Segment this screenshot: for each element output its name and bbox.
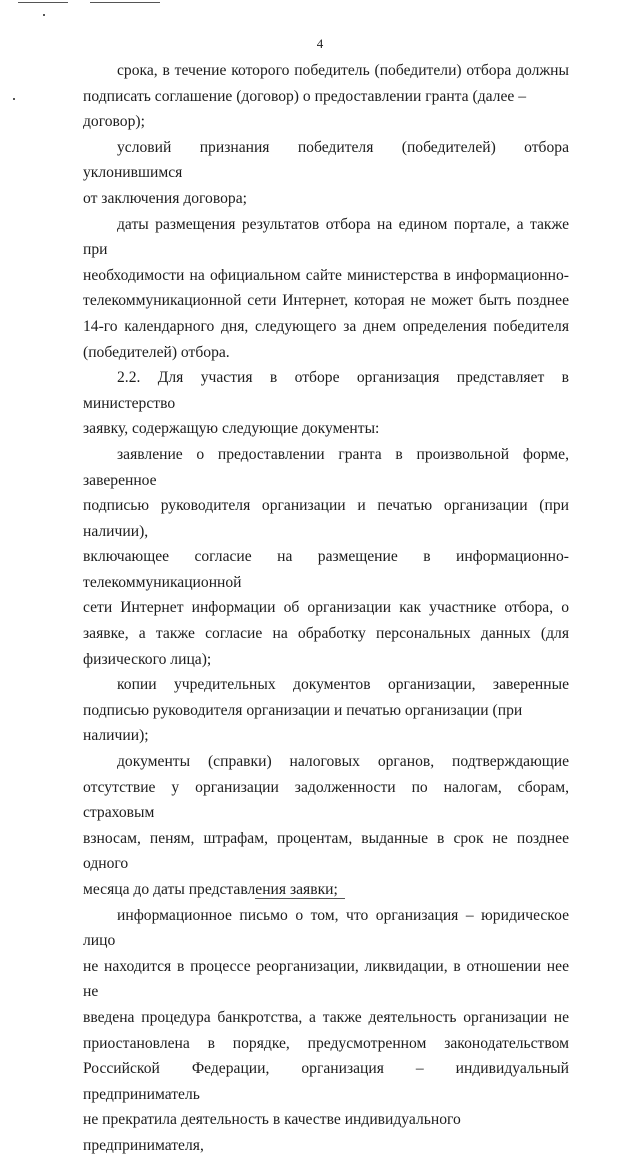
- text-line: месяца до даты представления заявки;: [83, 881, 338, 898]
- text-line: сети Интернет информации об организации как участнике отбора, о: [83, 599, 569, 617]
- paragraph-signing-deadline: [83, 58, 569, 135]
- paragraph-section-2-2: [83, 365, 569, 442]
- paragraph-tax-certificates: [83, 749, 569, 903]
- scan-mark: [43, 14, 45, 16]
- paragraph-founding-documents: [83, 672, 569, 749]
- text-line: отсутствие у организации задолженности по налогам, сборам, страховым: [83, 778, 569, 822]
- text-line: информационное письмо о том, что организация – юридическое лицо: [83, 906, 569, 950]
- paragraph-information-letter: [83, 903, 569, 1159]
- text-line: 14-го календарного дня, следующего за днем определения победителя: [83, 317, 569, 335]
- text-line: от заключения договора;: [83, 189, 247, 207]
- page-number: 4: [316, 36, 324, 51]
- text-line: Российской Федерации, организация – индивидуальный предприниматель: [83, 1060, 569, 1103]
- scan-mark: [90, 2, 160, 3]
- text-line: заявку, содержащую следующие документы:: [83, 420, 380, 438]
- text-line: не находится в процессе реорганизации, ликвидации, в отношении нее не: [83, 957, 569, 1001]
- scan-mark: [13, 98, 15, 100]
- text-line: 2.2. Для участия в отборе организация представляет в министерство: [83, 369, 569, 412]
- text-line: подписать соглашение (договор) о предоставлении гранта (далее – договор);: [83, 87, 527, 131]
- text-line: документы (справки) налоговых органов, подтверждающие: [117, 753, 569, 771]
- text-line: взносам, пеням, штрафам, процентам, выданные в срок не позднее одного: [83, 829, 569, 873]
- paragraph-results-publication: [83, 212, 569, 366]
- text-line: заявление о предоставлении гранта в произвольной форме, заверенное: [83, 445, 569, 489]
- text-line: не прекратила деятельность в качестве индивидуального предпринимателя,: [83, 1111, 461, 1154]
- text-line: срока, в течение которого победитель (победители) отбора должны: [117, 62, 569, 79]
- text-line: даты размещения результатов отбора на едином портале, а также при: [83, 215, 569, 259]
- text-line: копии учредительных документов организации, заверенные: [117, 676, 569, 694]
- paragraph-grant-application: [83, 442, 569, 672]
- paragraph-evasion-conditions: [83, 135, 569, 212]
- text-line: телекоммуникационной сети Интернет, которая не может быть позднее: [83, 292, 569, 310]
- text-line: условий признания победителя (победителей) отбора уклонившимся: [83, 138, 569, 182]
- text-line: включающее согласие на размещение в информационно-телекоммуникационной: [83, 548, 569, 591]
- text-line: заявке, а также согласие на обработку персональных данных (для: [83, 625, 569, 643]
- text-line: приостановлена в порядке, предусмотренном законодательством: [83, 1034, 569, 1052]
- text-line: (победителей) отбора.: [83, 343, 230, 361]
- text-line: подписью руководителя организации и печатью организации (при наличии);: [83, 701, 523, 745]
- scan-mark: [18, 2, 68, 3]
- text-line: подписью руководителя организации и печатью организации (при наличии),: [83, 497, 569, 540]
- text-line: введена процедура банкротства, а также деятельность организации не: [83, 1008, 569, 1026]
- text-line: необходимости на официальном сайте министерства в информационно-: [83, 266, 569, 284]
- text-line: физического лица);: [83, 650, 212, 668]
- document-body: [83, 58, 569, 1159]
